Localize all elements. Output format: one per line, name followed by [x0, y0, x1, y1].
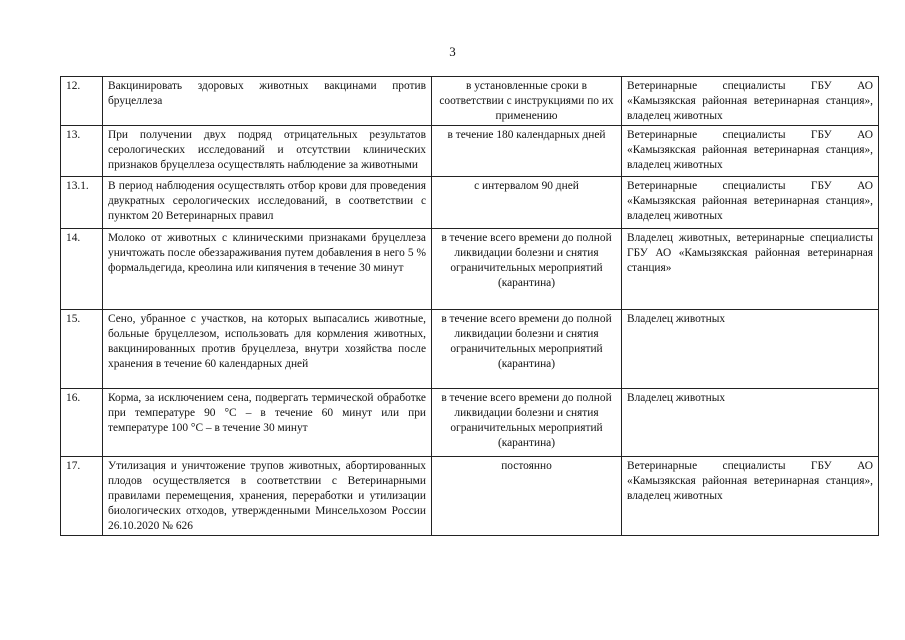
- row-term: постоянно: [432, 457, 622, 536]
- row-number: 14.: [61, 229, 103, 310]
- row-term: в течение всего времени до полной ликвидации болезни и снятия ограничительных мероприятий (карантина): [432, 389, 622, 457]
- table-row: [61, 77, 879, 126]
- row-number: 13.1.: [61, 177, 103, 229]
- row-term: в установленные сроки в соответствии с инструкциями по их применению: [432, 77, 622, 126]
- row-action: Вакцинировать здоровых животных вакцинами против бруцеллеза: [103, 77, 432, 126]
- table-row: [61, 310, 879, 389]
- row-action: При получении двух подряд отрицательных результатов серологических исследований и отсутствии клинических признаков бруцеллеза осуществлять наблюдение за животными: [103, 126, 432, 177]
- table-row: [61, 126, 879, 177]
- table-row: [61, 177, 879, 229]
- row-action: В период наблюдения осуществлять отбор крови для проведения двукратных серологических исследований, в соответствии с пунктом 20 Ветеринарных правил: [103, 177, 432, 229]
- row-action: Утилизация и уничтожение трупов животных, абортированных плодов осуществляется в соответствии с Ветеринарными правилами перемещения, хранения, переработки и утилизации биологических отходов, утвержденными Минсельхозом России 26.10.2020 № 626: [103, 457, 432, 536]
- row-responsible: Владелец животных, ветеринарные специалисты ГБУ АО «Камызякская районная ветеринарная станция»: [622, 229, 879, 310]
- row-number: 13.: [61, 126, 103, 177]
- row-term: в течение всего времени до полной ликвидации болезни и снятия ограничительных мероприятий (карантина): [432, 229, 622, 310]
- row-number: 16.: [61, 389, 103, 457]
- row-responsible: Владелец животных: [622, 310, 879, 389]
- row-action: Корма, за исключением сена, подвергать термической обработке при температуре 90 °С – в течение 60 минут или при температуре 100 °С – в течение 30 минут: [103, 389, 432, 457]
- row-number: 17.: [61, 457, 103, 536]
- row-responsible: Владелец животных: [622, 389, 879, 457]
- row-responsible: Ветеринарные специалисты ГБУ АО «Камызякская районная ветеринарная станция», владелец животных: [622, 126, 879, 177]
- row-number: 12.: [61, 77, 103, 126]
- row-responsible: Ветеринарные специалисты ГБУ АО «Камызякская районная ветеринарная станция», владелец животных: [622, 457, 879, 536]
- row-number: 15.: [61, 310, 103, 389]
- row-action: Молоко от животных с клиническими признаками бруцеллеза уничтожать после обеззараживания путем добавления в него 5 % формальдегида, креолина или кипячения в течение 30 минут: [103, 229, 432, 310]
- table-row: [61, 389, 879, 457]
- table-row: [61, 229, 879, 310]
- row-responsible: Ветеринарные специалисты ГБУ АО «Камызякская районная ветеринарная станция», владелец животных: [622, 177, 879, 229]
- row-responsible: Ветеринарные специалисты ГБУ АО «Камызякская районная ветеринарная станция», владелец животных: [622, 77, 879, 126]
- row-term: в течение всего времени до полной ликвидации болезни и снятия ограничительных мероприятий (карантина): [432, 310, 622, 389]
- page-number: 3: [449, 44, 456, 59]
- table-row: [61, 457, 879, 536]
- row-term: с интервалом 90 дней: [432, 177, 622, 229]
- row-term: в течение 180 календарных дней: [432, 126, 622, 177]
- row-action: Сено, убранное с участков, на которых выпасались животные, больные бруцеллезом, использовать для кормления животных, вакцинированных против бруцеллеза, внутри хозяйства после хранения в течение 60 календарных дней: [103, 310, 432, 389]
- measures-table: [60, 76, 879, 536]
